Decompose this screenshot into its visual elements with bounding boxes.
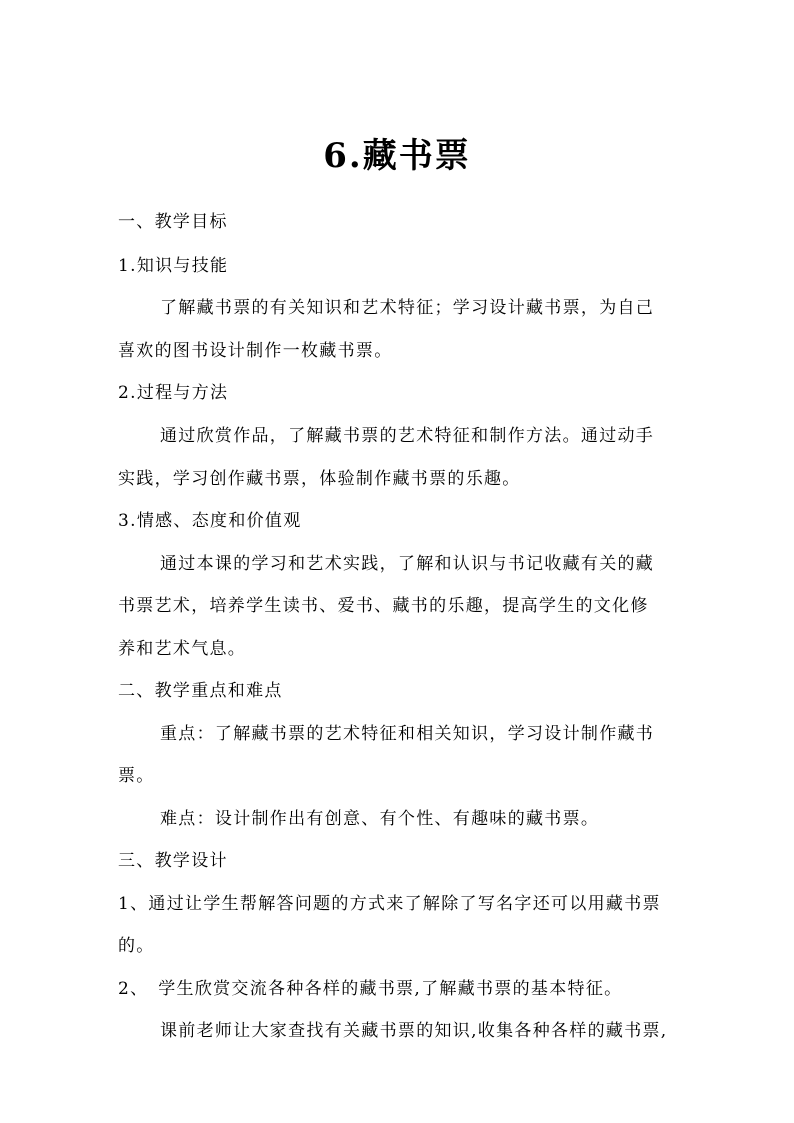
paragraph-line: 实践，学习创作藏书票，体验制作藏书票的乐趣。 xyxy=(118,469,521,489)
paragraph-line: 通过本课的学习和艺术实践，了解和认识与书记收藏有关的藏 xyxy=(160,554,655,574)
paragraph-line: 难点：设计制作出有创意、有个性、有趣味的藏书票。 xyxy=(160,809,600,829)
subheading-knowledge-skills: 1.知识与技能 xyxy=(118,256,229,276)
document-title: 6.藏书票 xyxy=(323,136,471,176)
paragraph-line: 的。 xyxy=(118,936,155,956)
paragraph-line: 书票艺术，培养学生读书、爱书、藏书的乐趣，提高学生的文化修 xyxy=(118,596,649,616)
paragraph-line: 1、通过让学生帮解答问题的方式来了解除了写名字还可以用藏书票 xyxy=(118,894,661,914)
subheading-process-method: 2.过程与方法 xyxy=(118,383,229,403)
section-heading-objectives: 一、教学目标 xyxy=(118,212,228,232)
paragraph-line: 重点：了解藏书票的艺术特征和相关知识，学习设计制作藏书 xyxy=(160,724,655,744)
paragraph-line: 养和艺术气息。 xyxy=(118,639,247,659)
paragraph-line: 喜欢的图书设计制作一枚藏书票。 xyxy=(118,341,393,361)
paragraph-line: 2、 学生欣赏交流各种各样的藏书票,了解藏书票的基本特征。 xyxy=(118,979,623,999)
section-heading-key-points: 二、教学重点和难点 xyxy=(118,681,283,701)
paragraph-line: 票。 xyxy=(118,766,155,786)
section-heading-teaching-design: 三、教学设计 xyxy=(118,851,228,871)
subheading-emotion-values: 3.情感、态度和价值观 xyxy=(118,511,302,531)
paragraph-line: 通过欣赏作品，了解藏书票的艺术特征和制作方法。通过动手 xyxy=(160,426,655,446)
paragraph-line: 了解藏书票的有关知识和艺术特征；学习设计藏书票，为自己 xyxy=(160,298,655,318)
paragraph-line: 课前老师让大家查找有关藏书票的知识,收集各种各样的藏书票, xyxy=(160,1021,668,1041)
